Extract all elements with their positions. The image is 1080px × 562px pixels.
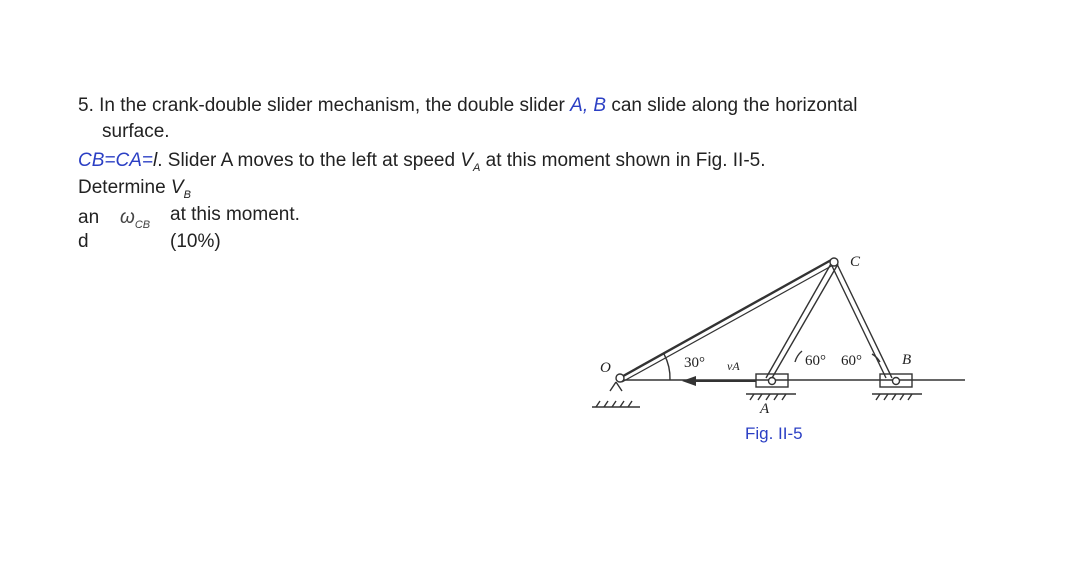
angle-60-right-label: 60° xyxy=(841,353,862,369)
label-o: O xyxy=(600,360,611,376)
and-part-1: an xyxy=(78,207,100,228)
problem-text-1-suffix: can slide along the horizontal xyxy=(606,95,858,116)
label-va: vA xyxy=(727,359,740,373)
at-this-moment-text: at this moment. xyxy=(170,204,300,225)
omega-cb xyxy=(120,206,150,232)
pin-o xyxy=(616,374,624,382)
angle-30-label: 30° xyxy=(684,355,705,371)
determine-text: Determine xyxy=(78,177,171,198)
va-subscript: A xyxy=(473,162,481,174)
length-relation: CB=CA= xyxy=(78,150,153,171)
label-a: A xyxy=(760,401,770,417)
ground-hatch-a xyxy=(746,394,796,400)
surface-text: surface. xyxy=(102,121,170,142)
label-b: B xyxy=(902,352,912,368)
slider-speed-text: . Slider A moves to the left at speed xyxy=(157,150,461,171)
angle-60-left-label: 60° xyxy=(805,353,826,369)
pin-c xyxy=(830,258,838,266)
length-symbol: l xyxy=(152,150,158,171)
and-part-2: d xyxy=(78,231,89,252)
moment-figure-text: at this moment shown in Fig. II-5. xyxy=(480,150,766,171)
problem-line-2 xyxy=(102,120,170,144)
vb-symbol: V xyxy=(170,177,184,198)
points-text: (10%) xyxy=(170,231,221,252)
vb-subscript: B xyxy=(183,189,191,201)
ground-hatch-o xyxy=(592,382,640,407)
crank-oc xyxy=(616,259,833,380)
omega-subscript: CB xyxy=(134,219,151,231)
omega-symbol: ω xyxy=(120,207,135,228)
pin-b xyxy=(893,378,900,385)
label-c: C xyxy=(850,254,861,270)
sliders-label: A, B xyxy=(570,95,607,116)
figure-caption: Fig. II-5 xyxy=(745,424,803,443)
va-symbol: V xyxy=(460,150,474,171)
ground-hatch-b xyxy=(872,394,922,400)
angle-arc-60-left xyxy=(795,351,802,362)
problem-number-text: 5. In the crank-double slider mechanism, the double slider xyxy=(78,95,571,116)
mechanism-figure xyxy=(580,250,980,420)
pin-a xyxy=(769,378,776,385)
problem-line-1 xyxy=(78,94,857,118)
problem-line-3 xyxy=(78,149,766,175)
problem-line-4 xyxy=(78,176,191,202)
velocity-arrowhead xyxy=(682,376,696,386)
